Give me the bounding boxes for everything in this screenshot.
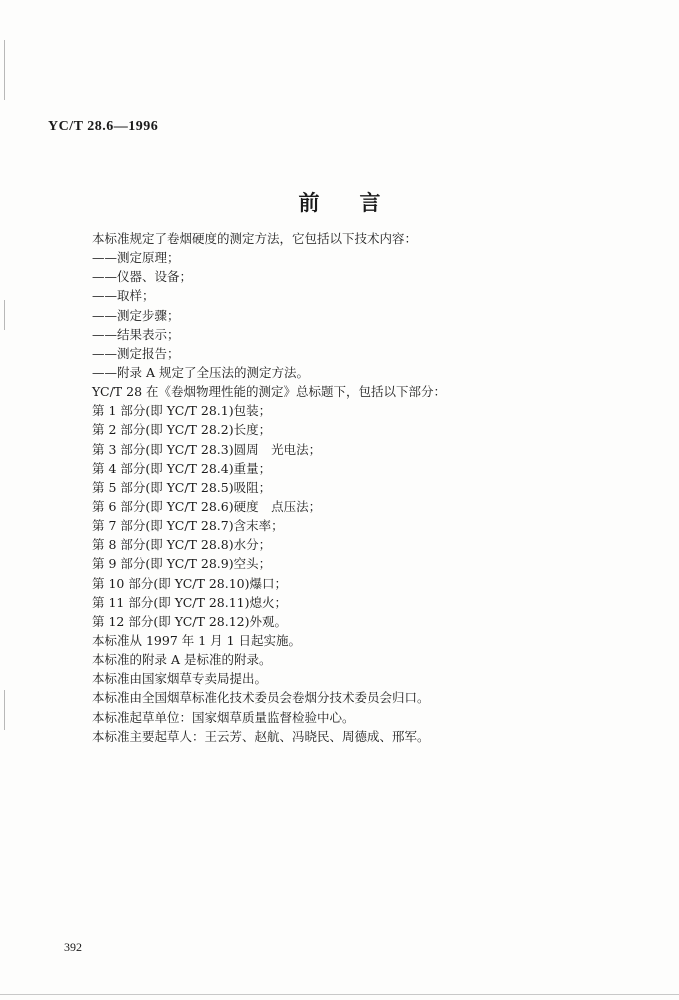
body-line: 第 3 部分(即 YC/T 28.3)圆周 光电法； bbox=[92, 441, 322, 457]
body-line: ——附录 A 规定了全压法的测定方法。 bbox=[92, 364, 309, 380]
scan-edge-mark bbox=[4, 40, 5, 100]
body-line: 第 8 部分(即 YC/T 28.8)水分； bbox=[92, 537, 272, 553]
body-line: 第 11 部分(即 YC/T 28.11)熄火； bbox=[92, 594, 287, 610]
scan-edge-mark bbox=[4, 690, 5, 730]
body-line: 本标准由国家烟草专卖局提出。 bbox=[92, 671, 268, 687]
body-line: 第 2 部分(即 YC/T 28.2)长度； bbox=[92, 422, 272, 438]
body-line: 本标准规定了卷烟硬度的测定方法，它包括以下技术内容： bbox=[92, 231, 418, 246]
body-line: 第 12 部分(即 YC/T 28.12)外观。 bbox=[92, 613, 287, 629]
body-line: 第 1 部分(即 YC/T 28.1)包装； bbox=[92, 403, 272, 419]
body-line: ——取样； bbox=[92, 288, 155, 304]
body-line: ——结果表示； bbox=[92, 326, 180, 342]
body-line: 第 10 部分(即 YC/T 28.10)爆口； bbox=[92, 575, 287, 591]
body-line: ——仪器、设备； bbox=[92, 269, 193, 285]
body-line: 第 5 部分(即 YC/T 28.5)吸阻； bbox=[92, 479, 272, 495]
body-line: 本标准主要起草人：王云芳、赵航、冯晓民、周德成、邢军。 bbox=[92, 728, 430, 744]
body-line: 第 4 部分(即 YC/T 28.4)重量； bbox=[92, 460, 272, 476]
page-number: 392 bbox=[64, 940, 82, 954]
body-line: 本标准的附录 A 是标准的附录。 bbox=[92, 652, 272, 668]
page-title: 前言 bbox=[298, 190, 421, 215]
body-line: ——测定原理； bbox=[92, 250, 180, 266]
body-line: ——测定报告； bbox=[92, 345, 180, 361]
body-line: 本标准从 1997 年 1 月 1 日起实施。 bbox=[92, 632, 302, 648]
scan-bottom-edge bbox=[0, 994, 679, 995]
body-line: ——测定步骤； bbox=[92, 307, 180, 323]
body-line: 本标准起草单位：国家烟草质量监督检验中心。 bbox=[92, 709, 355, 725]
scan-edge-mark bbox=[4, 300, 5, 330]
foreword-body bbox=[92, 229, 652, 746]
body-line: YC/T 28 在《卷烟物理性能的测定》总标题下，包括以下部分： bbox=[92, 384, 446, 400]
body-line: 第 9 部分(即 YC/T 28.9)空头； bbox=[92, 556, 272, 572]
body-line: 第 6 部分(即 YC/T 28.6)硬度 点压法； bbox=[92, 498, 322, 514]
body-line: 第 7 部分(即 YC/T 28.7)含末率； bbox=[92, 518, 284, 534]
body-line: 本标准由全国烟草标准化技术委员会卷烟分技术委员会归口。 bbox=[92, 690, 430, 706]
standard-number-header: YC/T 28.6—1996 bbox=[48, 119, 159, 134]
